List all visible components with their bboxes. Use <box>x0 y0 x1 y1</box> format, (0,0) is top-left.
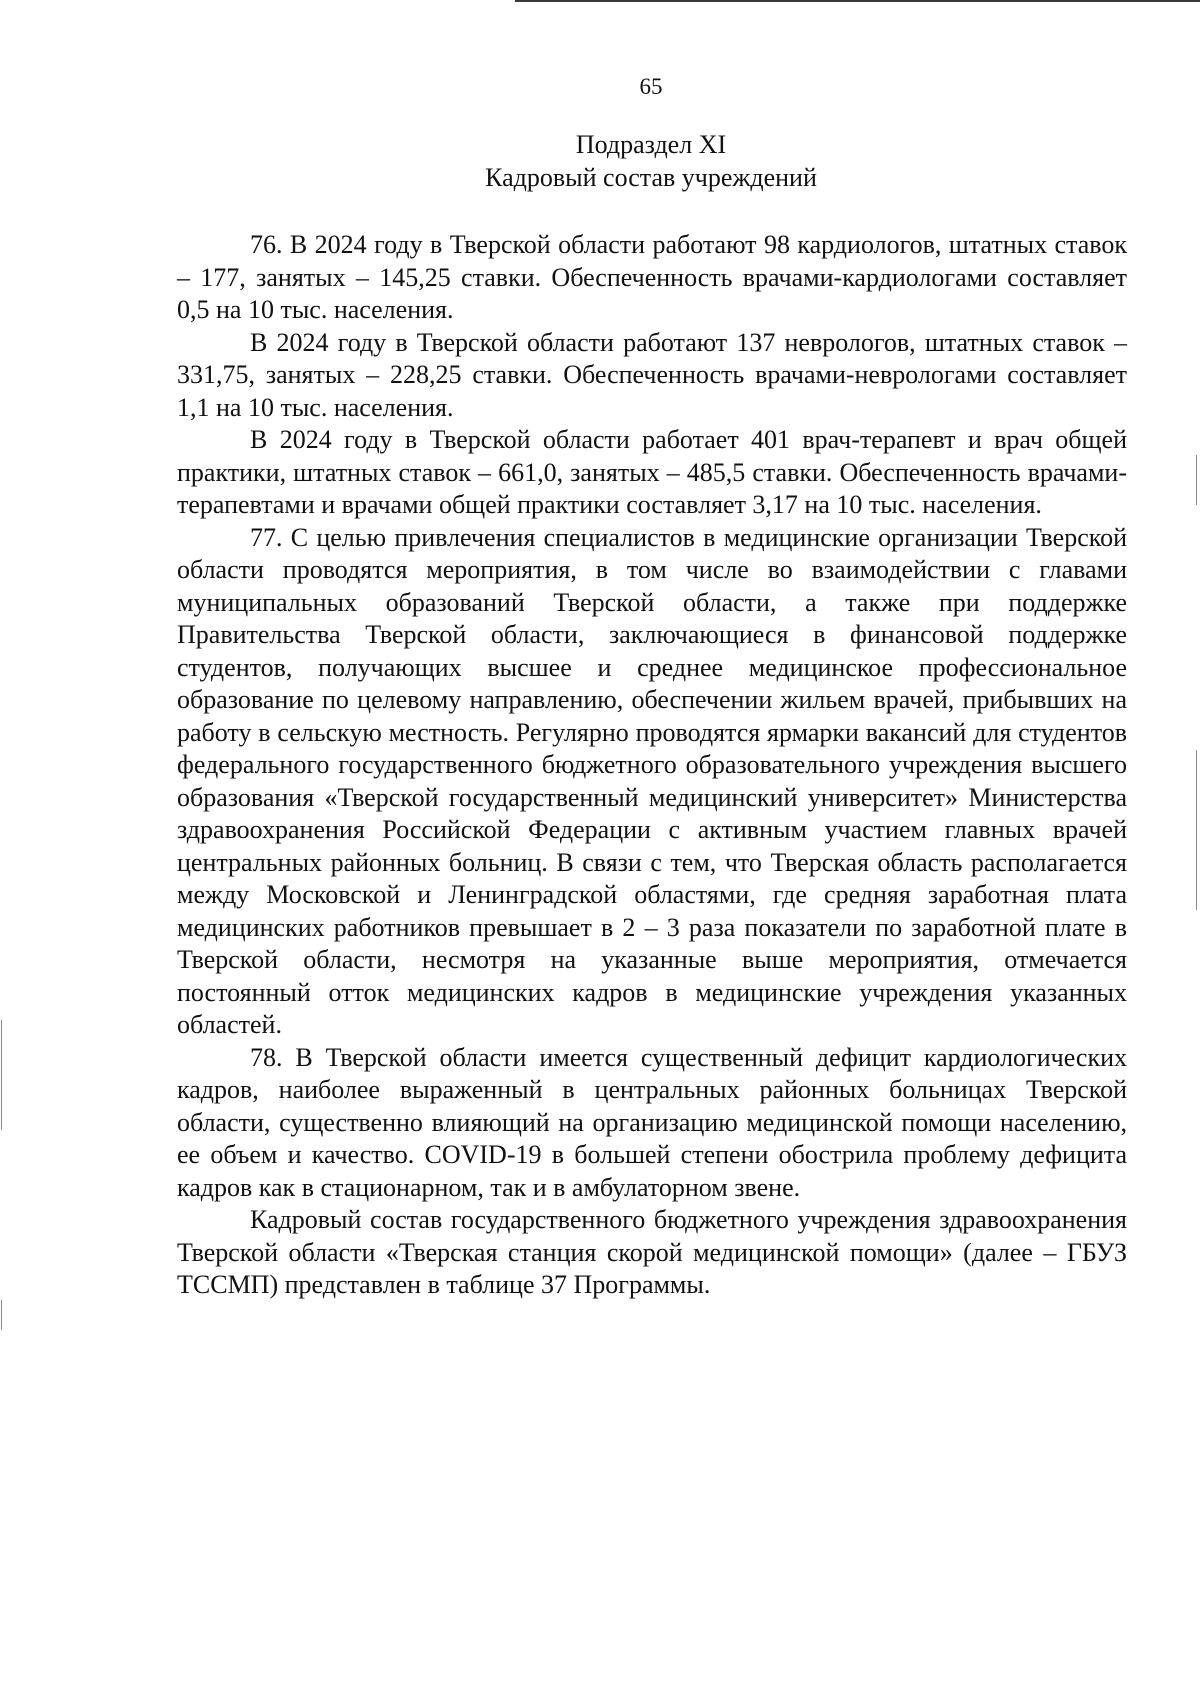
scan-edge-mark <box>1196 750 1197 910</box>
paragraph-78-deficit: 78. В Тверской области имеется существенный дефицит кардиологических кадров, наиболее выраженный в центральных районных больницах Тверской области, существенно влияющий на организацию медицинской помощи населению, ее объем и качество. COVID-19 в большей степени обострила проблему дефицита кадров как в стационарном, так и в амбулаторном звене. <box>177 1042 1127 1202</box>
body-text <box>177 229 1127 1302</box>
top-border-line <box>515 0 1200 2</box>
subsection-title: Кадровый состав учреждений <box>485 163 817 192</box>
paragraph-77-recruitment: 77. С целью привлечения специалистов в медицинские организации Тверской области проводятся мероприятия, в том числе во взаимодействии с главами муниципальных образований Тверской области, а также при поддержке Правительства Тверской области, заключающиеся в финансовой поддержке студентов, получающих высшее и среднее медицинское профессиональное образование по целевому направлению, обеспечении жильем врачей, прибывших на работу в сельскую местность. Регулярно проводятся ярмарки вакансий для студентов федерального государственного бюджетного образовательного учреждения высшего образования «Тверской государственный медицинский университет» Министерства здравоохранения Российской Федерации с активным участием главных врачей центральных районных больниц. В связи с тем, что Тверская область располагается между Московской и Ленинградской областями, где средняя заработная плата медицинских работников превышает в 2 – 3 раза показатели по заработной плате в Тверской области, несмотря на указанные выше мероприятия, отмечается постоянный отток медицинских кадров в медицинские учреждения указанных областей. <box>177 522 1127 1039</box>
section-heading <box>440 128 862 194</box>
paragraph-neurologists: В 2024 году в Тверской области работают 137 неврологов, штатных ставок – 331,75, занятых – 228,25 ставки. Обеспеченность врачами-неврологами составляет 1,1 на 10 тыс. населения. <box>177 327 1127 422</box>
paragraph-staff-composition: Кадровый состав государственного бюджетного учреждения здравоохранения Тверской области «Тверская станция скорой медицинской помощи» (далее – ГБУЗ ТССМП) представлен в таблице 37 Программы. <box>177 1205 1127 1299</box>
paragraph-76-cardiologists: 76. В 2024 году в Тверской области работают 98 кардиологов, штатных ставок – 177, занятых – 145,25 ставки. Обеспеченность врачами-кардиологами составляет 0,5 на 10 тыс. населения. <box>177 230 1127 324</box>
scan-edge-mark <box>1 1300 2 1330</box>
paragraph-therapists: В 2024 году в Тверской области работает 401 врач-терапевт и врач общей практики, штатных ставок – 661,0, занятых – 485,5 ставки. Обеспеченность врачами-терапевтами и врачами общей практики составляет 3,17 на 10 тыс. населения. <box>177 425 1127 519</box>
scan-edge-mark <box>1 1020 2 1130</box>
subsection-label: Подраздел XI <box>575 130 727 159</box>
scan-edge-mark <box>1196 455 1197 505</box>
page-number: 65 <box>639 74 663 99</box>
